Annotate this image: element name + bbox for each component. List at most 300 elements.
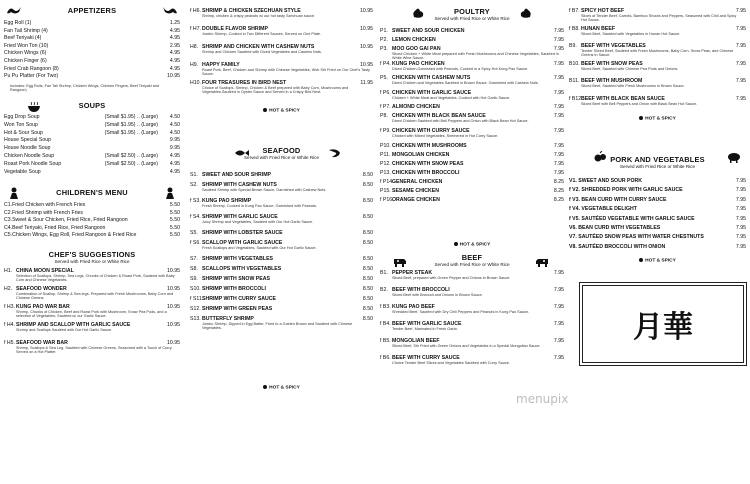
- pork-title: PORK AND VEGETABLES: [610, 155, 705, 164]
- item-title: KUNG PAO BEEF: [392, 304, 435, 310]
- item-description: Shredded Beef, Sautéed with Dry Chili Peppers and Peanuts in Kung Pao Sauce.: [392, 310, 529, 314]
- appetizers-title: APPETIZERS: [67, 6, 117, 15]
- item-name: Egg Drop Soup: [4, 114, 40, 120]
- item-price: 5.50: [169, 224, 180, 231]
- menu-item: [4, 169, 180, 177]
- item-name: [380, 104, 440, 110]
- menu-item: [4, 153, 180, 161]
- item-description: Selection of Scallops, Shrimp, Sea Legs, Chunks of Chicken & Roast Pork, Sauteed with Baby Corn and Chinese Vegetables.: [16, 274, 175, 283]
- item-title: SWEET AND SOUR CHICKEN: [392, 28, 465, 34]
- menu-item: [569, 8, 746, 23]
- menu-item: [4, 322, 180, 330]
- menu-item: [4, 145, 180, 153]
- item-number: S2.: [190, 182, 198, 188]
- item-price: 7.95: [735, 234, 746, 241]
- item-description: Sliced Beef with Bell Peppers and Onion with Black Bean Hot Sauce.: [581, 101, 698, 106]
- beef-subtitle: Served with Fried Rice or White Rice: [434, 262, 510, 267]
- item-name: Won Ton Soup: [4, 121, 38, 128]
- menu-item: [380, 113, 564, 124]
- item-title: CHICKEN WITH BROCCOLI: [392, 169, 460, 176]
- item-number: P12.: [380, 160, 391, 167]
- poultry-subtitle: Served with Fried Rice or White Rice: [434, 16, 510, 21]
- menu-item: [4, 130, 180, 138]
- item-price: 10.95: [167, 304, 180, 310]
- item-description: Sliced Beef, Sautéed with Fresh Mushrooms in Brown Sauce.: [581, 84, 685, 88]
- item-name: [380, 37, 436, 43]
- item-name: House Special Soup: [4, 137, 52, 144]
- item-description: Shrimp, Chunks of Chicken, Beef and Roast Pork with Mushroom, Snow Pea Pods, and a selection of Vegetables, Sautéed w/ our Garlic Sauce.: [16, 310, 167, 319]
- item-price: 8.50: [362, 316, 373, 322]
- pepper-icon: [639, 116, 643, 120]
- menu-item: [190, 256, 373, 264]
- item-name: [190, 266, 281, 272]
- item-title: SEAFOOD WONDER: [16, 286, 67, 292]
- item-title: HUNAN BEEF: [581, 25, 616, 32]
- item-title: ALMOND CHICKEN: [392, 104, 440, 111]
- item-title: SHRIMP WITH LOBSTER SAUCE: [202, 230, 283, 236]
- item-price: 7.95: [553, 89, 564, 96]
- item-number: P15.: [380, 187, 391, 194]
- menu-item: [380, 270, 564, 278]
- item-number: S10.: [190, 286, 201, 292]
- menu-item: [190, 44, 373, 52]
- item-price: 7.95: [553, 128, 564, 134]
- item-name: Hot & Sour Soup: [4, 129, 43, 136]
- item-number: S5.: [190, 230, 198, 236]
- column-2: [190, 0, 373, 484]
- item-number: B1.: [380, 270, 388, 276]
- menu-item: [380, 90, 564, 98]
- menu-item: [569, 234, 746, 242]
- item-name: [380, 161, 463, 167]
- menu-item: [4, 232, 180, 240]
- menu-item: [569, 178, 746, 186]
- item-name: [190, 306, 272, 312]
- item-title: LEMON CHICKEN: [392, 37, 436, 43]
- menu-item: [190, 266, 373, 274]
- item-description: Diced Chicken and Vegetables Sautéed in Brown Sauce. Garnished with Cashew Nuts.: [392, 81, 539, 86]
- item-description: Juicy Shrimp and Vegetables, Sautéed with Our Hot Garlic Sauce.: [202, 220, 314, 224]
- item-number: P8.: [380, 113, 388, 120]
- item-description: Roast Pork, Beef, Chicken and Shrimp with Chinese Vegetables, Wok Stir Fried on Our Chef's Tasty Sauce.: [202, 68, 370, 77]
- item-number: H1.: [4, 268, 13, 274]
- item-price: 7.95: [553, 46, 564, 52]
- menu-item: [190, 214, 373, 222]
- item-description: Jumbo Shrimp, Cooked in Two Different Sauces, Served on One Plate.: [202, 32, 322, 36]
- item-title: SCALLOP WITH GARLIC SAUCE: [202, 240, 283, 246]
- restaurant-logo: [579, 282, 747, 366]
- item-price: 7.95: [735, 225, 746, 231]
- item-price: 8.25: [553, 196, 564, 203]
- item-title: SHRIMP WITH SNOW PEAS: [202, 276, 270, 282]
- menu-item: [190, 182, 373, 190]
- item-title: HAPPY FAMILY: [202, 62, 240, 68]
- item-name: [190, 172, 271, 178]
- item-number: S1.: [190, 172, 198, 178]
- item-title: SEAFOOD WAR BAR: [16, 340, 68, 346]
- menu-item: [190, 198, 373, 206]
- item-title: GENERAL CHICKEN: [392, 178, 443, 185]
- item-price: 7.95: [553, 37, 564, 43]
- item-number: P10.: [380, 142, 391, 149]
- item-name: [380, 143, 467, 149]
- item-name: C4.Beef Teriyaki, Fried Rice, Fried Rangoon: [4, 224, 106, 231]
- item-name: f V3. BEAN CURD WITH CURRY SAUCE: [569, 196, 667, 203]
- item-price: 4.50: [169, 129, 180, 136]
- item-price: 8.25: [553, 187, 564, 194]
- item-price: 7.95: [553, 338, 564, 344]
- item-description: Sliced Beef, prepared with Green Pepper and Onions in Brown Sauce.: [392, 276, 511, 280]
- item-title: CHICKEN WITH GARLIC SAUCE: [392, 89, 472, 96]
- item-number: f S6.: [190, 240, 201, 246]
- item-price: 7.95: [553, 169, 564, 176]
- menu-item: [190, 286, 373, 294]
- item-name: [380, 170, 459, 176]
- menu-item: [380, 170, 564, 178]
- item-price: 7.95: [735, 187, 746, 194]
- item-name: f V4. VEGETABLE DELIGHT: [569, 206, 637, 213]
- item-number: f P6.: [380, 89, 391, 96]
- item-name: C1.Fried Chicken with French Fries: [4, 202, 86, 208]
- item-title: CHINA MOON SPECIAL: [16, 268, 74, 274]
- item-price: 8.50: [362, 256, 373, 262]
- item-price: 1.25: [169, 20, 180, 26]
- item-price: 7.95: [553, 60, 564, 67]
- menu-item: [380, 197, 564, 205]
- item-name: V6. BEAN CURD WITH VEGETABLES: [569, 225, 661, 231]
- item-title: SHRIMP AND CHICKEN WITH CASHEW NUTS: [202, 44, 315, 50]
- item-price: 7.95: [553, 142, 564, 149]
- item-description: Fresh Shrimp, Cooked in Kung Pao Sauce, Garnished with Peanuts.: [202, 204, 318, 208]
- item-description: Shrimp, chicken & crispy peanuts w/ our hot tasty Szechuan sauce.: [202, 14, 316, 18]
- item-title: SESAME CHICKEN: [392, 187, 439, 194]
- item-price: 8.50: [362, 286, 373, 292]
- menu-item: [380, 287, 564, 295]
- item-price: 4.95: [169, 35, 180, 42]
- item-size-price: (Small $1.95) .. (Large): [104, 129, 158, 136]
- item-description: Jumbo Shrimp, Dipped in Egg Batter, Fried to a Golden Brown and Sautéed with Chinese Vegetables.: [202, 322, 353, 331]
- item-name: [380, 188, 439, 194]
- item-name: Fried Won Ton (10): [4, 42, 49, 49]
- item-size-price: (Small $1.95) .. (Large): [104, 114, 158, 120]
- item-number: B9.: [569, 43, 577, 49]
- item-number: P2.: [380, 37, 388, 43]
- menu-item: [380, 61, 564, 69]
- menu-item: [380, 338, 564, 346]
- item-price: 7.95: [553, 355, 564, 361]
- item-price: 11.95: [360, 80, 373, 86]
- item-title: KUNG PAO WAR BAR: [16, 304, 70, 310]
- item-title: CHICKEN WITH CURRY SAUCE: [392, 128, 470, 134]
- item-title: BUTTERFLY SHRIMP: [202, 316, 254, 322]
- item-price: 5.50: [169, 202, 180, 208]
- item-title: BEEF WITH BLACK BEAN SAUCE: [581, 95, 665, 102]
- menu-item: [190, 172, 373, 180]
- item-title: DOUBLE FLAVOR SHRIMP: [202, 26, 268, 32]
- menu-item: [380, 161, 564, 169]
- item-name: [190, 230, 283, 236]
- menu-item: [190, 26, 373, 34]
- item-price: 4.95: [169, 58, 180, 64]
- item-description: Chicken + White Meat and Vegetables, Cooked with Hot Garlic Sauce.: [392, 95, 511, 100]
- item-description: Sliced Beef, Sautéed with Vegetables in Hunan Hot Sauce.: [581, 31, 681, 36]
- item-number: S8.: [190, 266, 198, 272]
- item-description: Tender Sliced Beef, Sautéed with Fresh Mushrooms, Baby Corn, Snow Peas, and Chinese Greens in Sauce.: [581, 49, 734, 58]
- item-title: CHICKEN WITH BLACK BEAN SAUCE: [392, 113, 486, 120]
- item-title: ORANGE CHICKEN: [392, 196, 440, 203]
- menu-item: [569, 216, 746, 224]
- item-number: f P16.: [380, 196, 394, 203]
- item-price: 4.95: [169, 27, 180, 34]
- item-name: V1. SWEET AND SOUR PORK: [569, 178, 643, 184]
- menu-item: [380, 355, 564, 363]
- column-4: [569, 0, 746, 484]
- item-name: Chicken Wings (6): [4, 50, 47, 57]
- item-price: 10.95: [167, 73, 180, 80]
- menu-item: [4, 286, 180, 301]
- item-number: f B8.: [569, 25, 580, 32]
- menu-item: [4, 137, 180, 145]
- item-price: 8.25: [553, 178, 564, 185]
- menu-item: [380, 179, 564, 187]
- item-description: Shrimp and Scallops Sautéed with Our Hot Garlic Sauce.: [16, 328, 113, 332]
- item-description: Sliced Beef with Broccoli and Onions in Brown Sauce.: [392, 293, 483, 297]
- item-description: Tender Beef, Marinated in Fresh Garlic.: [392, 327, 459, 331]
- item-title: BEEF WITH SNOW PEAS: [581, 60, 643, 67]
- item-name: Pu Pu Platter (For Two): [4, 73, 59, 80]
- item-name: C3.Sweet & Sour Chicken, Fried Rice, Fried Rangoon: [4, 217, 128, 224]
- item-title: BEEF WITH CURRY SAUCE: [392, 355, 460, 361]
- menu-item: [190, 276, 373, 284]
- item-number: P11.: [380, 151, 391, 158]
- item-name: Chicken Finger (6): [4, 58, 47, 64]
- item-price: 7.95: [735, 95, 746, 102]
- item-description: Sliced Beef, Sautéed with Chinese Pea Pods and Onions.: [581, 66, 679, 71]
- item-price: 7.95: [735, 243, 746, 250]
- item-number: f P14.: [380, 178, 394, 185]
- item-name: C2.Fried Shrimp with French Fries: [4, 209, 83, 216]
- column-3: [380, 0, 564, 484]
- item-number: B2.: [380, 287, 388, 293]
- item-size-price: (Small $1.95) .. (Large): [104, 121, 158, 128]
- menu-item: [569, 187, 746, 195]
- item-title: MOO GOO GAI PAN: [392, 46, 441, 52]
- item-title: SHRIMP WITH CASHEW NUTS: [202, 182, 277, 188]
- item-price: 7.95: [553, 28, 564, 34]
- menu-item: [380, 28, 564, 36]
- item-description: Diced Chicken Sautéed with Bell Peppers and Onion with Black Bean Hot Sauce.: [392, 119, 529, 124]
- item-name: [190, 296, 276, 302]
- item-price: 2.95: [169, 42, 180, 49]
- item-price: 7.95: [553, 287, 564, 293]
- item-name: [190, 286, 266, 292]
- item-price: 7.95: [553, 113, 564, 120]
- item-price: 10.95: [167, 268, 180, 274]
- item-description: Sliced Beef, Stir Fried with Green Onions and Vegetables in a Special Mongolian Sauce.: [392, 344, 541, 348]
- menu-item: [569, 78, 746, 86]
- item-price: 9.95: [169, 145, 180, 152]
- item-price: 7.95: [553, 151, 564, 158]
- item-title: KUNG PAO SHRIMP: [202, 198, 252, 204]
- item-number: f B6.: [380, 355, 391, 361]
- item-price: 8.50: [362, 214, 373, 220]
- item-title: CHICKEN WITH MUSHROOMS: [392, 142, 467, 149]
- item-name: Fan Tail Shrimp (4): [4, 27, 48, 34]
- column-1: [4, 0, 180, 484]
- item-price: 7.95: [735, 196, 746, 203]
- item-number: f B12.: [569, 95, 583, 102]
- item-price: 4.50: [169, 121, 180, 128]
- item-title: SHRIMP WITH GARLIC SAUCE: [202, 214, 278, 220]
- menu-item: [190, 296, 373, 304]
- item-name: V7. SAUTÉED SNOW PEAS WITH WATER CHESTNUTS: [569, 234, 704, 241]
- menu-item: [4, 73, 180, 81]
- item-title: BEEF WITH BROCCOLI: [392, 287, 450, 293]
- item-price: 4.95: [169, 65, 180, 72]
- item-price: 10.95: [360, 62, 373, 68]
- item-price: 8.50: [362, 230, 373, 236]
- item-number: f H4.: [4, 322, 15, 328]
- item-description: Choice Tender Beef Slices and Vegetables Sautéed with Curry Sauce.: [392, 361, 510, 365]
- item-price: 8.50: [362, 172, 373, 178]
- logo-chinese-characters: 月華: [633, 310, 693, 345]
- item-description: Choice of Scallops, Shrimp, Chicken & Beef prepared with Baby Corn, Mushrooms and Vegetables,Sautéed in Oyster Sauce and Served in a Crispy Bird Nest.: [202, 86, 349, 95]
- item-price: 7.95: [735, 215, 746, 222]
- pepper-icon: [263, 108, 267, 112]
- item-price: 10.95: [360, 44, 373, 50]
- item-price: 7.95: [553, 104, 564, 111]
- chefs-title: CHEF'S SUGGESTIONS: [48, 250, 136, 259]
- item-price: 7.95: [553, 321, 564, 327]
- item-number: f S3.: [190, 198, 201, 204]
- item-price: 7.95: [735, 60, 746, 67]
- item-price: 8.50: [362, 276, 373, 282]
- menu-item: [380, 128, 564, 136]
- item-number: f B3.: [380, 304, 391, 310]
- soups-title: SOUPS: [78, 101, 106, 110]
- menu-item: [190, 316, 373, 331]
- item-description: Shrimp and Chicken Sautéed with Diced Vegetables and Cashew Nuts.: [202, 50, 322, 54]
- item-name: [380, 28, 464, 34]
- menu-item: [569, 61, 746, 69]
- item-description: Shrimp, Scallops & Sea Leg. Sautéed with Chinese Greens, Seasoned with a Touch of Curry. Served on a Hot Platter.: [16, 346, 173, 355]
- item-name: Egg Roll (1): [4, 20, 32, 26]
- item-title: MONGOLIAN BEEF: [392, 338, 440, 344]
- item-number: B10.: [569, 60, 580, 67]
- menu-item: [380, 304, 564, 312]
- item-name: [190, 256, 273, 262]
- item-name: V8. SAUTÉED BROCCOLI WITH ONION: [569, 243, 666, 250]
- item-number: H9.: [190, 62, 199, 68]
- item-price: 7.95: [735, 25, 746, 32]
- hot-spicy-note: HOT & SPICY: [190, 108, 373, 113]
- item-number: f S4.: [190, 214, 201, 220]
- item-price: 8.50: [362, 266, 373, 272]
- menu-item: [380, 321, 564, 329]
- item-number: f P9.: [380, 128, 391, 134]
- item-name: Fried Crab Rangoon (8): [4, 65, 59, 72]
- item-title: SHRIMP WITH VEGETABLES: [202, 256, 273, 262]
- item-number: S13.: [190, 316, 201, 322]
- item-price: 10.95: [167, 322, 180, 328]
- item-number: f B5.: [380, 338, 391, 344]
- item-number: H2.: [4, 286, 13, 292]
- hot-spicy-note: HOT & SPICY: [569, 258, 746, 263]
- pepper-icon: [263, 385, 267, 389]
- item-number: f H3.: [4, 304, 15, 310]
- item-name: [380, 152, 449, 158]
- menu-item: [190, 306, 373, 314]
- item-price: 4.95: [169, 153, 180, 159]
- menu-item: [4, 340, 180, 355]
- item-number: P3.: [380, 46, 388, 52]
- menu-item: [190, 62, 373, 77]
- item-description: Chicken with Mixed Vegetables, Simmered in Hot Curry Sauce.: [392, 134, 499, 138]
- item-name: Vegetable Soup: [4, 168, 41, 175]
- item-price: 4.95: [169, 168, 180, 175]
- item-number: S9.: [190, 276, 198, 282]
- item-price: 9.95: [169, 137, 180, 144]
- childrens-title: CHILDREN'S MENU: [56, 188, 128, 197]
- menu-item: [569, 43, 746, 58]
- menu-item: [380, 188, 564, 196]
- item-description: Diced Chicken,Garnished with Peanuts, Cooked in a Spicy Hot Kung Pao Sauce.: [392, 66, 529, 71]
- menu-item: [4, 114, 180, 122]
- item-price: 7.95: [735, 43, 746, 49]
- item-number: P13.: [380, 169, 391, 176]
- watermark: menupix: [516, 392, 569, 406]
- item-number: S7.: [190, 256, 198, 262]
- item-number: f B4.: [380, 321, 391, 327]
- item-title: MONGOLIAN CHICKEN: [392, 151, 450, 158]
- item-number: f B7.: [569, 8, 580, 14]
- item-title: BEEF WITH GARLIC SAUCE: [392, 321, 462, 327]
- item-price: 7.95: [735, 8, 746, 14]
- item-name: [380, 179, 442, 185]
- item-title: SHRIMP WITH GREEN PEAS: [202, 306, 273, 312]
- menu-item: [569, 197, 746, 205]
- item-size-price: (Small $2.50) .. (Large): [104, 153, 158, 159]
- pepper-icon: [454, 242, 458, 246]
- item-price: 7.95: [553, 304, 564, 310]
- item-name: Chicken Noodle Soup: [4, 153, 55, 159]
- item-price: 7.95: [553, 160, 564, 167]
- beef-title: BEEF: [461, 253, 483, 262]
- item-number: P5.: [380, 75, 388, 82]
- item-price: 7.95: [735, 78, 746, 84]
- item-price: 4.95: [169, 160, 180, 167]
- item-number: H10.: [190, 80, 201, 86]
- item-title: SPICY HOT BEEF: [581, 8, 625, 14]
- item-name: House Noodle Soup: [4, 145, 51, 152]
- menu-item: [569, 206, 746, 214]
- item-name: [380, 197, 440, 203]
- item-number: f H5.: [4, 340, 15, 346]
- pork-subtitle: Served with Fried Rice or White Rice: [619, 164, 696, 169]
- item-price: 10.95: [167, 286, 180, 292]
- seafood-subtitle: Served with Fried Rice or White Rice: [243, 155, 320, 160]
- item-price: 7.95: [553, 75, 564, 82]
- item-description: Slices of Tender Beef, Carrots, Bamboo Shoots and Peppers, Seasoned with Chili and Spicy Hot Sauce.: [581, 14, 737, 23]
- menu-item: [569, 96, 746, 104]
- item-title: BEEF WITH VEGETABLES: [581, 43, 646, 49]
- item-name: Roast Pork Noodle Soup: [4, 160, 62, 167]
- item-title: SHRIMP WITH CURRY SAUCE: [202, 296, 276, 302]
- item-title: KUNG PAO CHICKEN: [392, 60, 445, 67]
- item-name: [190, 276, 270, 282]
- menu-item: [569, 244, 746, 252]
- menu-item: [569, 26, 746, 34]
